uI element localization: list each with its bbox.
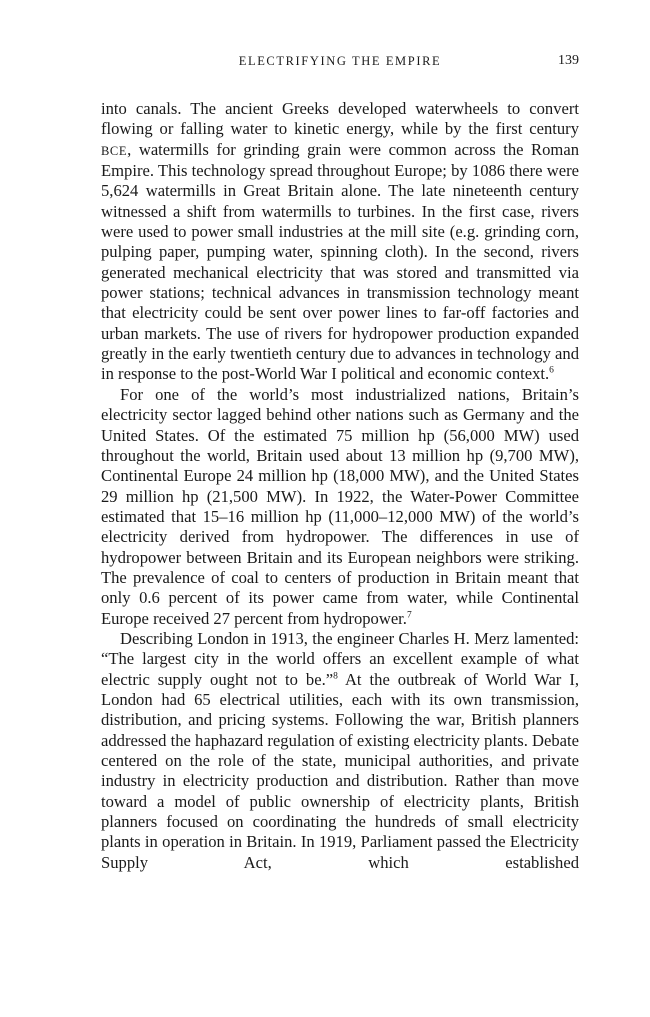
paragraph-3 [101,629,579,873]
page-number: 139 [558,53,579,68]
paragraph-text: For one of the world’s most industrialized nations, Britain’s electricity sector lagged behind other nations such as Germany and the United States. Of the estimated 75 million hp (56,000 MW) used throughout the world, Britain used about 13 million hp (9,700 MW), Continental Europe 24 million hp (18,000 MW), and the United States 29 million hp (21,500 MW). In 1922, the Water-Power Committee estimated that 15–16 million hp (11,000–12,000 MW) of the world’s electricity derived from hydropower. The differences in use of hydropower between Britain and its European neighbors were striking. The prevalence of coal to centers of production in Britain meant that only 0.6 percent of its power came from water, while Continental Europe received 27 percent from hydropower. [101,384,579,628]
paragraph-text: , watermills for grinding grain were common across the Roman Empire. This technology spread throughout Europe; by 1086 there were 5,624 watermills in Great Britain alone. The late nineteenth century witnessed a shift from watermills to turbines. In the first case, rivers were used to power small industries at the mill site (e.g. grinding corn, pulping paper, pumping water, spinning cloth). In the second, rivers generated mechanical electricity that was stored and transmitted via power stations; technical advances in transmission technology meant that electricity could be sent over power lines to far-off factories and urban markets. The use of rivers for hydropower production expanded greatly in the early twentieth century due to advances in technology and in response to the post-World War I political and economic context. [101,139,579,384]
body-text [101,99,579,873]
paragraph-1 [101,99,579,385]
footnote-marker: 8 [333,671,338,682]
paragraph-2 [101,385,579,629]
running-title: ELECTRIFYING THE EMPIRE [238,54,442,68]
paragraph-text: Describing London in 1913, the engineer Charles H. Merz lamented: “The largest city in the world offers an excellent example of what electric supply ought not to be.” [101,628,579,689]
paragraph-text: into canals. The ancient Greeks developed waterwheels to convert flowing or falling water to kinetic energy, while by the first century [101,99,579,139]
running-header [101,52,579,70]
paragraph-text: At the outbreak of World War I, London had 65 electrical utilities, each with its own transmission, distribution, and pricing systems. Following the war, British planners addressed the haphazard regulation of existing electricity plants. Debate centered on the role of the state, municipal authorities, and private industry in electricity production and distribution. Rather than move toward a model of public ownership of electricity plants, British planners focused on coordinating the hundreds of small electricity plants in operation in Britain. In 1919, Parliament passed the Electricity Supply Act, which established [101,669,579,872]
era-abbreviation: BCE [101,143,128,158]
footnote-marker: 6 [549,365,554,376]
footnote-marker: 7 [406,610,412,621]
